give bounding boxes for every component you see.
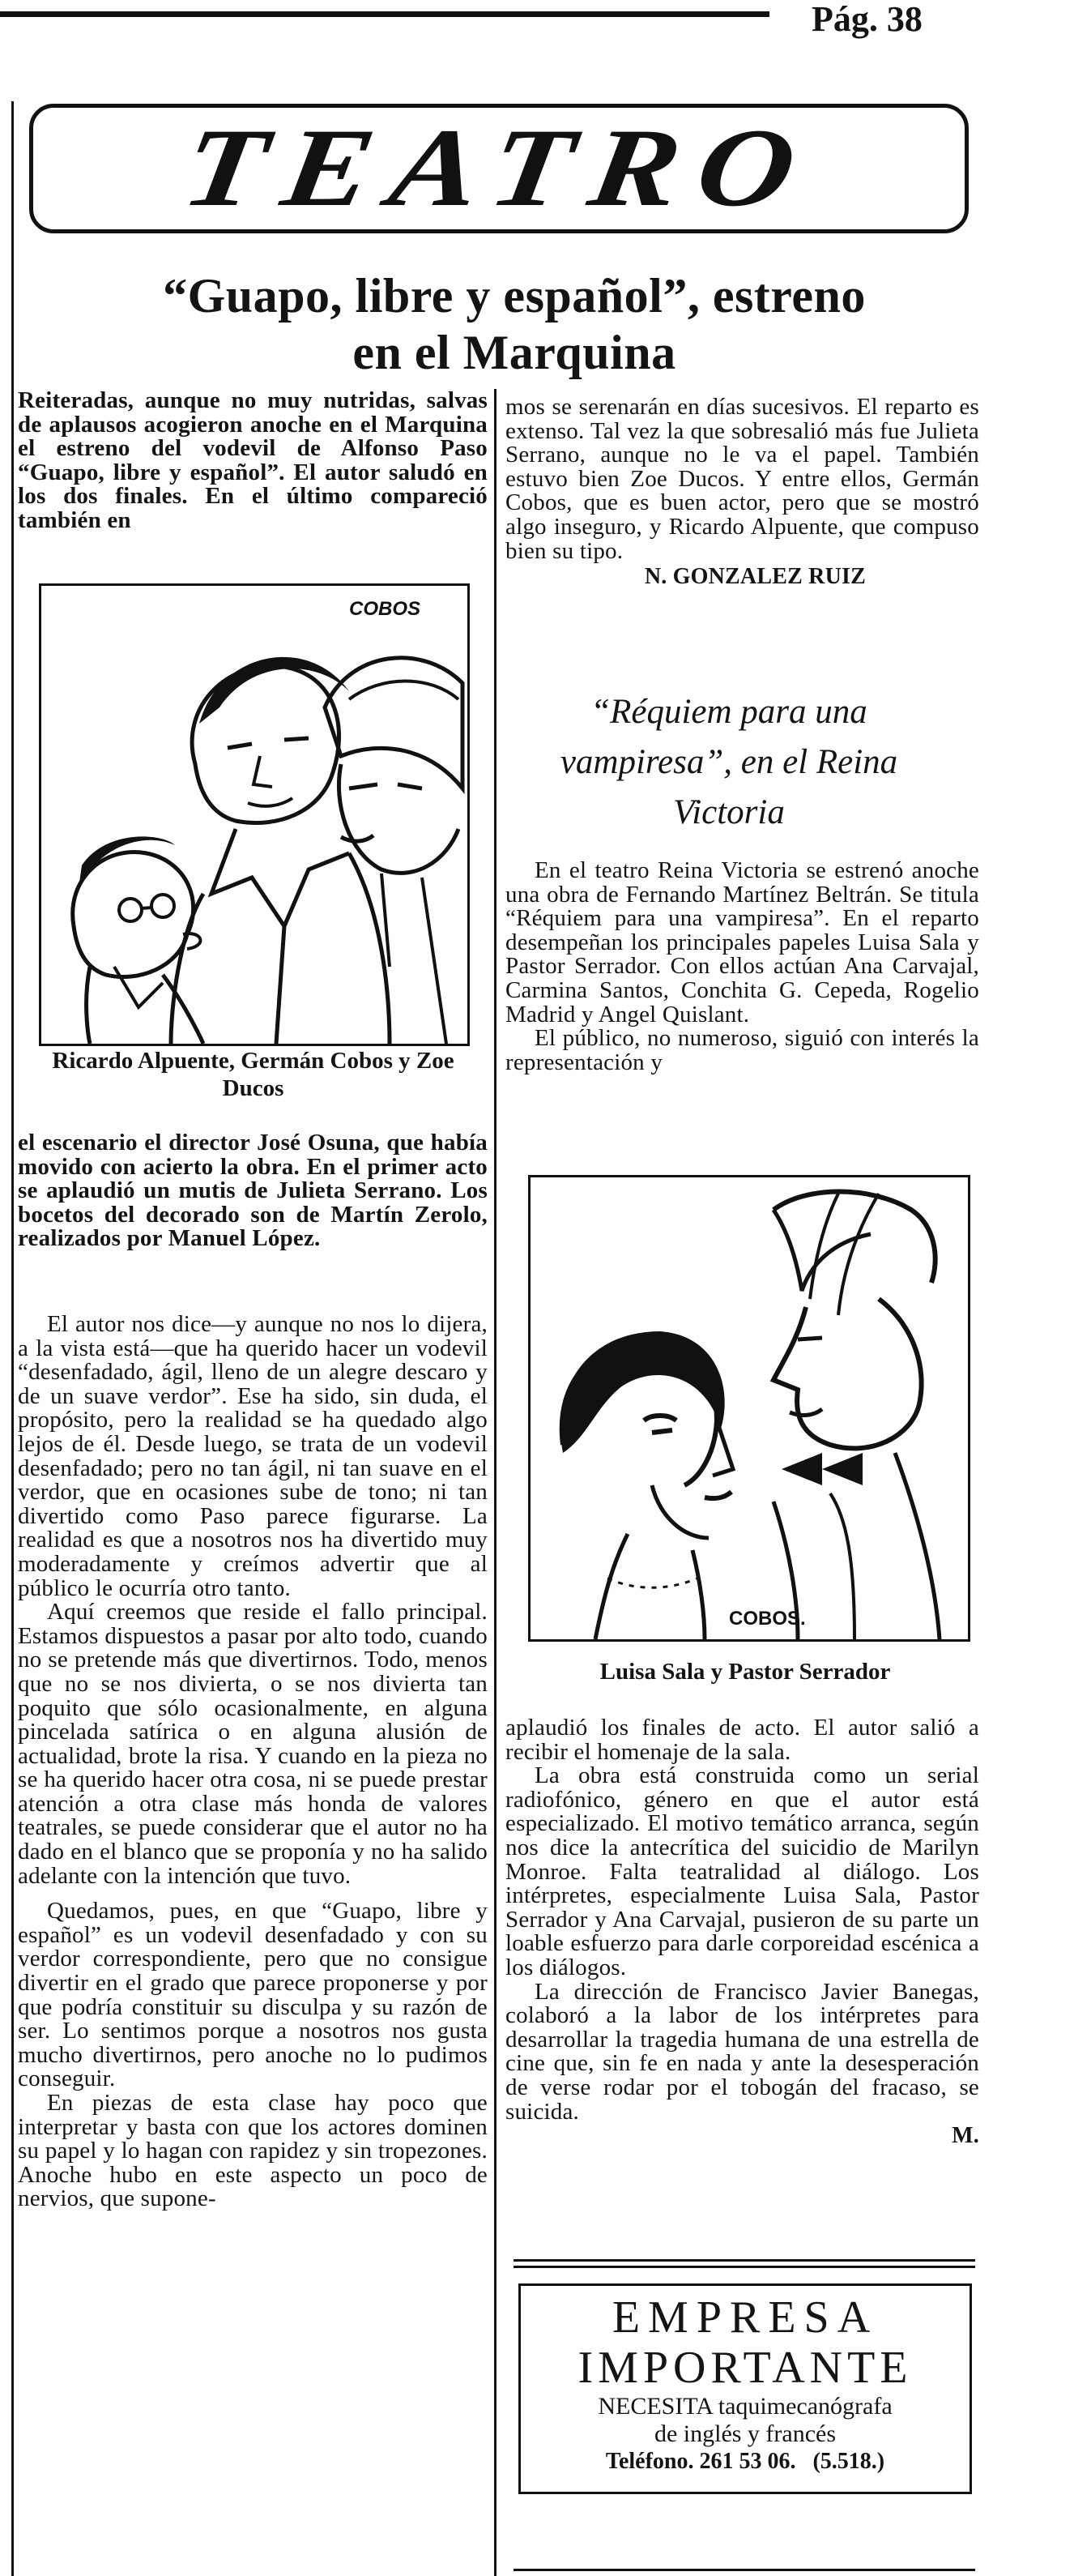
- page-number: Pág. 38: [812, 0, 923, 39]
- ad-line-1: EMPRESA: [612, 2292, 879, 2343]
- paragraph: La obra está construida como un serial radiofónico, género en que el autor está especializado. El motivo temático arranca, según nos dice la antecrítica del suicidio de Marilyn Monroe. Falta teatralidad al diálogo. Los intérpretes, especialmente Luisa Sala, Pastor Serrador y Ana Carvajal, pusieron de su parte un loable esfuerzo para darle corporeidad escénica a los diálogos.: [505, 1762, 979, 1980]
- ad-line-5: Teléfono. 261 53 06. (5.518.): [605, 2449, 885, 2474]
- article2-author: M.: [952, 2123, 979, 2149]
- paragraph: Aquí creemos que reside el fallo principal. Estamos dispuestos a pasar por alto todo, cuando no se pretende más que divertirnos. Todo, menos que no se nos divierta, o se nos divierta tan poquito que sólo ocasionalmente, en alguna pincelada satírica o en alguna alusión de actualidad, brote la risa. Y cuando en la pieza no se ha querido hacer otra cosa, ni se puede prestar atención a otra clase más honda de valores teatrales, se puede considerar que el autor no ha dado en el blanco que se proponía y no ha salido adelante con la intención que tuvo.: [18, 1599, 488, 1889]
- ad-line-3: NECESITA taquimecanógrafa: [598, 2393, 893, 2420]
- headline-line1: “Guapo, libre y español”, estreno: [163, 269, 866, 323]
- article1-paragraph-1: [18, 1313, 488, 2211]
- article2-headline: “Réquiem para una vampiresa”, en el Reina Victoria: [560, 693, 898, 831]
- bottom-rule: [514, 2569, 975, 2571]
- paragraph: El público, no numeroso, siguió con interés la representación y: [505, 1025, 979, 1075]
- caricature-drawing-1: [39, 583, 470, 1046]
- article1-continuation: [505, 395, 979, 589]
- caption-1: Ricardo Alpuente, Germán Cobos y Zoe Ducos: [52, 1048, 454, 1101]
- headline-line2: en el Marquina: [352, 326, 676, 379]
- drawing-signature: COBOS.: [729, 1608, 806, 1630]
- left-border: [11, 101, 14, 2576]
- paragraph: aplaudió los finales de acto. El autor salió a recibir el homenaje de la sala.: [505, 1715, 979, 1765]
- ad-line-2: IMPORTANTE: [577, 2343, 913, 2393]
- classified-ad: [518, 2283, 972, 2494]
- paragraph: En piezas de esta clase hay poco que interpretar y basta con que los actores dominen su papel y lo hagan con rapidez y sin tropezones. Anoche hubo en este aspecto un poco de nervios, que supone-: [18, 2090, 488, 2212]
- section-title: TEATRO: [174, 105, 824, 229]
- article2-body-bottom: [505, 1716, 979, 2148]
- top-rule: [0, 11, 769, 17]
- article1-headline: [32, 267, 996, 381]
- section-banner: [29, 104, 969, 233]
- paragraph: En el teatro Reina Victoria se estrenó anoche una obra de Fernando Martínez Beltrán. Se titula “Réquiem para una vampiresa”. En el reparto desempeñan los principales papeles Luisa Sala y Pastor Serrador. Con ellos actúan Ana Carvajal, Carmina Santos, Conchita G. Cepeda, Rogelio Madrid y Angel Quislant.: [505, 857, 979, 1027]
- ad-rule-top: [514, 2259, 975, 2262]
- ad-line-4: de inglés y francés: [654, 2420, 837, 2447]
- paragraph: El autor nos dice—y aunque no nos lo dijera, a la vista está—que ha querido hacer un vodevil “desenfadado, ágil, lleno de un alegre descaro y de un suave verdor”. Ese ha sido, sin duda, el propósito, pero la realidad se ha quedado algo lejos de él. Desde luego, se trata de un vodevil desenfadado; pero no tan ágil, ni tan suave en el verdor, que en ocasiones sube de tono; ni tan divertido como Paso parece figurarse. La realidad es que a nosotros nos ha divertido muy moderadamente y creímos advertir que al público le ocurría otro tanto.: [18, 1311, 488, 1601]
- caricature-illustration: [531, 1177, 968, 1639]
- article1-intro: Reiteradas, aunque no muy nutridas, salvas de aplausos acogieron anoche en el Marquina el estreno del vodevil de Alfonso Paso “Guapo, libre y español”. El autor saludó en los dos finales. En el último compareció también en: [18, 387, 488, 533]
- column-divider: [494, 389, 496, 2576]
- paragraph: La dirección de Francisco Javier Banegas, colaboró a la labor de los intérpretes para desarrollar la tragedia humana de una estrella de cine que, sin fe en nada y ante la desesperación de verse rodar por el tobogán del fracaso, se suicida.: [505, 1978, 979, 2125]
- article2-body-top: [505, 859, 979, 1074]
- caricature-illustration: [41, 586, 467, 1044]
- caption-2: Luisa Sala y Pastor Serrador: [599, 1659, 891, 1685]
- paragraph: mos se serenarán en días sucesivos. El reparto es extenso. Tal vez la que sobresalió más fue Julieta Serrano, aunque no le va el papel. También estuvo bien Zoe Ducos. Y entre ellos, Germán Cobos, que es buen actor, pero que se mostró algo inseguro, y Ricardo Alpuente, que compuso bien su tipo.: [505, 394, 979, 564]
- article1-continued: el escenario el director José Osuna, que había movido con acierto la obra. En el primer acto se aplaudió un mutis de Julieta Serrano. Los bocetos del decorado son de Martín Zerolo, realizados por Manuel López.: [18, 1130, 488, 1252]
- ad-rule-bottom: [514, 2266, 975, 2268]
- paragraph: Quedamos, pues, en que “Guapo, libre y español” es un vodevil desenfadado y con su verdor correspondiente, pero que no consigue divertir en el grado que parece proponerse y por que podría constituir su disculpa y su razón de ser. Lo sentimos porque a nosotros nos gusta mucho divertirnos, pero anoche no lo pudimos conseguir.: [18, 1898, 488, 2092]
- drawing-signature: COBOS: [349, 598, 421, 620]
- article1-author: N. GONZALEZ RUIZ: [644, 564, 866, 590]
- caricature-drawing-2: [528, 1175, 970, 1642]
